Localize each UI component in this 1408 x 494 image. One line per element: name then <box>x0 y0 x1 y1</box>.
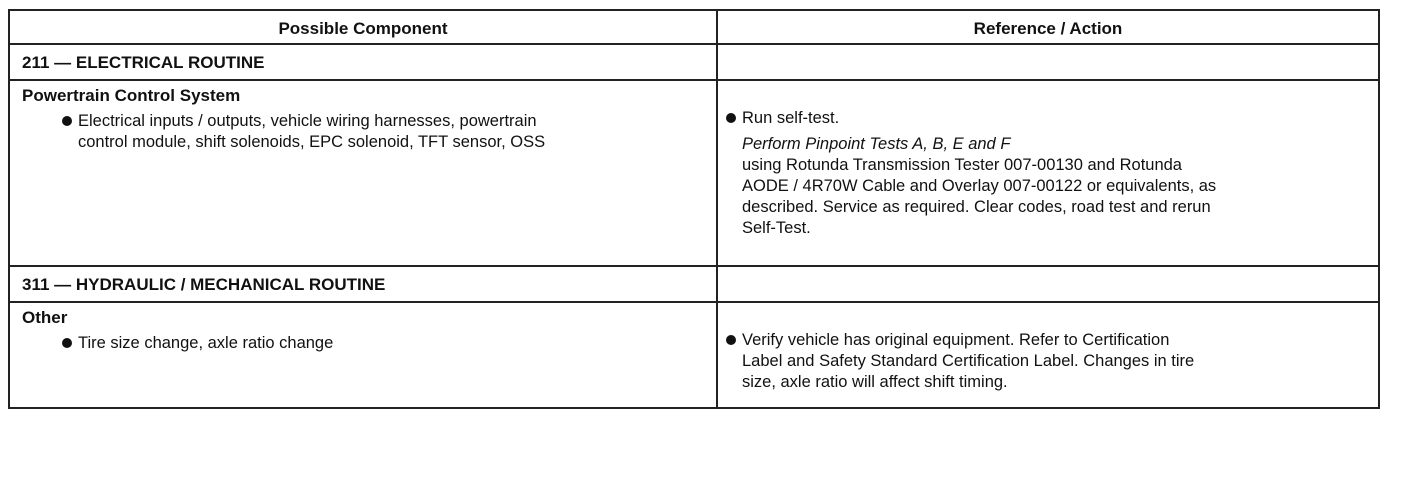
section-row-311 <box>10 265 1378 301</box>
section-title-211: 211 — ELECTRICAL ROUTINE <box>10 45 718 79</box>
bullet-icon <box>62 116 72 126</box>
action-cell <box>718 303 1378 407</box>
list-item <box>718 330 1378 393</box>
bullet-icon <box>726 335 736 345</box>
list-item <box>718 108 1378 239</box>
group-heading: Other <box>22 308 68 327</box>
table-row <box>10 79 1378 265</box>
header-reference-action: Reference / Action <box>973 18 1123 38</box>
list-item <box>10 111 716 153</box>
pinpoint-tests-text: Perform Pinpoint Tests A, B, E and F <box>742 135 1011 153</box>
diagnosis-table <box>8 9 1380 409</box>
action-cell <box>718 81 1378 265</box>
list-item <box>10 333 716 354</box>
component-text: Electrical inputs / outputs, vehicle wiring harnesses, powertrain control module, shift solenoids, EPC solenoid, TFT sensor, OSS <box>78 112 546 151</box>
section-title-311: 311 — HYDRAULIC / MECHANICAL ROUTINE <box>10 267 718 301</box>
section-empty-cell <box>718 267 1378 301</box>
section-row-211 <box>10 43 1378 79</box>
table-header-row <box>10 11 1378 43</box>
group-heading: Powertrain Control System <box>22 86 241 105</box>
component-cell <box>10 81 718 265</box>
action-step: Run self-test. <box>742 109 840 127</box>
section-empty-cell <box>718 45 1378 79</box>
header-possible-component: Possible Component <box>10 11 718 43</box>
bullet-icon <box>726 113 736 123</box>
bullet-icon <box>62 338 72 348</box>
component-text: Tire size change, axle ratio change <box>78 334 334 352</box>
table-row <box>10 301 1378 407</box>
action-text: using Rotunda Transmission Tester 007-00130 and Rotunda AODE / 4R70W Cable and Overlay 007-00122 or equivalents, as described. Service as required. Clear codes, road test and rerun Self-Test. <box>742 156 1217 237</box>
action-text: Verify vehicle has original equipment. Refer to Certification Label and Safety Standard Certification Label. Changes in tire size, axle ratio will affect shift timing. <box>742 331 1195 391</box>
component-cell <box>10 303 718 407</box>
